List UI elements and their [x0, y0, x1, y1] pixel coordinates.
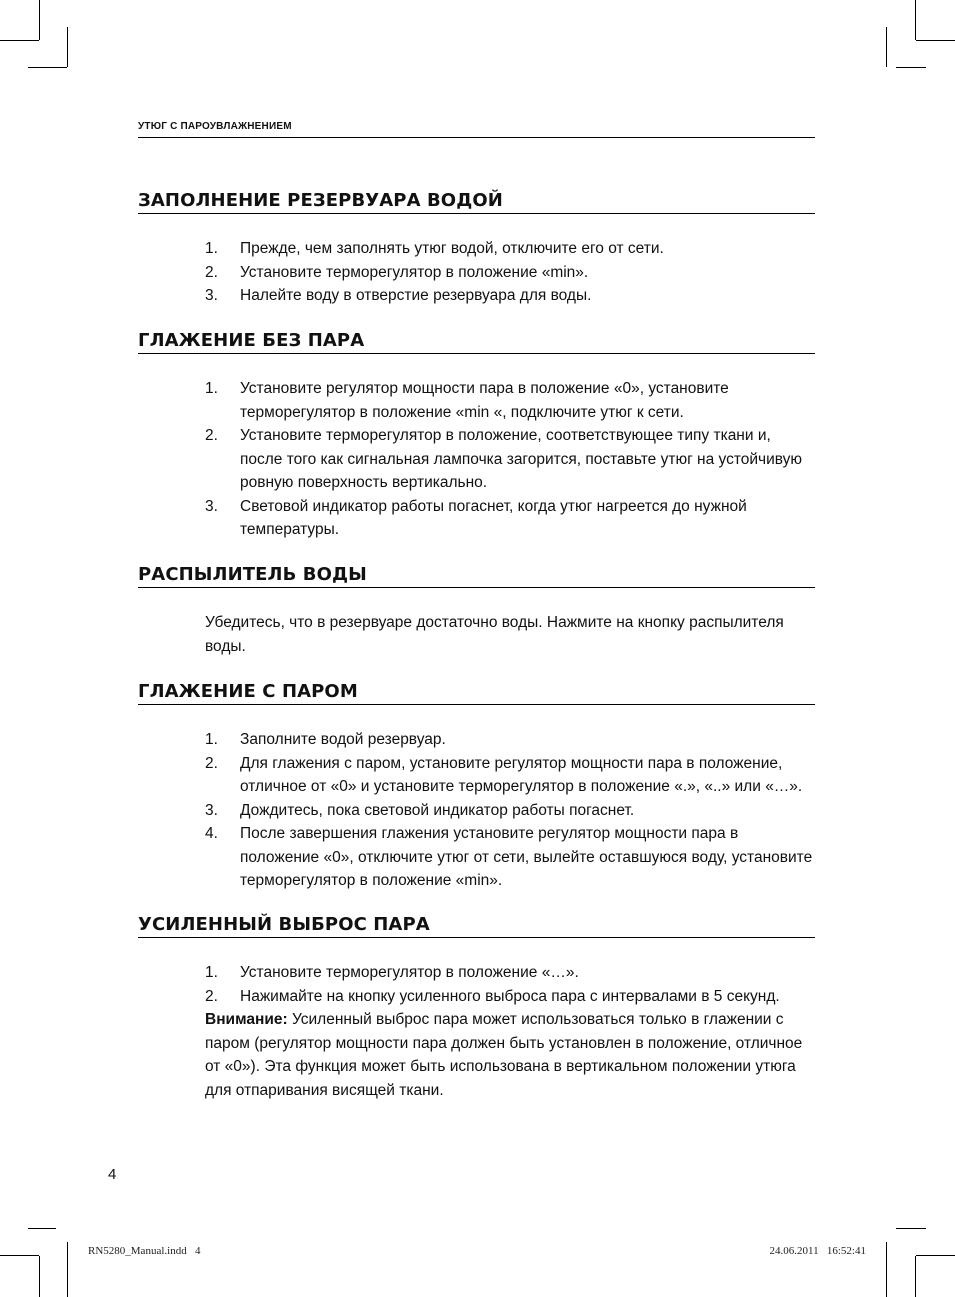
item-number: 1. — [205, 731, 218, 748]
crop-mark — [28, 1228, 56, 1229]
section-steam-ironing — [138, 681, 815, 893]
slug-timestamp: 24.06.2011 16:52:41 — [769, 1245, 866, 1257]
instruction-list — [138, 377, 815, 542]
item-number: 2. — [205, 754, 218, 772]
section-title: УСИЛЕННЫЙ ВЫБРОС ПАРА — [138, 914, 815, 938]
item-text: Световой индикатор работы погаснет, когда утюг нагреется до нужной температуры. — [240, 497, 747, 538]
header-rule — [138, 137, 815, 138]
item-text: Установите терморегулятор в положение, соответствующее типу ткани и, после того как сигнальная лампочка загорится, поставьте утюг на устойчивую ровную поверхность вертикально. — [240, 427, 803, 491]
list-item — [138, 799, 815, 823]
crop-mark — [916, 1255, 955, 1256]
crop-mark — [67, 1242, 68, 1297]
section-title: РАСПЫЛИТЕЛЬ ВОДЫ — [138, 564, 815, 588]
crop-mark — [28, 67, 67, 68]
list-item — [138, 822, 815, 893]
crop-mark — [915, 0, 916, 40]
crop-mark — [39, 0, 40, 40]
section-title: ГЛАЖЕНИЕ БЕЗ ПАРА — [138, 330, 815, 354]
item-text: Заполните водой резервуар. — [240, 731, 446, 748]
section-water-sprayer — [138, 564, 815, 658]
section-title: ГЛАЖЕНИЕ С ПАРОМ — [138, 681, 815, 705]
crop-mark — [886, 27, 887, 67]
list-item — [138, 728, 815, 752]
list-item — [138, 424, 815, 495]
section-filling-reservoir — [138, 190, 815, 308]
item-text: Прежде, чем заполнять утюг водой, отключите его от сети. — [240, 240, 664, 257]
crop-mark — [915, 1256, 916, 1297]
instruction-list — [138, 237, 815, 308]
section-steam-burst — [138, 914, 815, 1102]
item-text: Налейте воду в отверстие резервуара для воды. — [240, 287, 592, 304]
item-number: 1. — [205, 240, 218, 257]
crop-mark — [67, 27, 68, 67]
crop-mark — [0, 1255, 39, 1256]
crop-mark — [916, 40, 955, 41]
section-paragraph: Убедитесь, что в резервуаре достаточно воды. Нажмите на кнопку распылителя воды. — [205, 614, 784, 655]
crop-mark — [896, 67, 926, 68]
page-number: 4 — [108, 1166, 117, 1183]
item-number: 2. — [205, 427, 218, 444]
item-number: 2. — [205, 263, 218, 281]
instruction-list — [138, 961, 815, 1008]
slug-file-name: RN5280_Manual.indd 4 — [88, 1245, 201, 1257]
item-number: 1. — [205, 964, 218, 981]
crop-mark — [886, 1242, 887, 1297]
list-item — [138, 985, 815, 1009]
list-item — [138, 377, 815, 424]
item-text: Установите терморегулятор в положение «min». — [240, 263, 589, 281]
item-number: 4. — [205, 825, 218, 842]
list-item — [138, 284, 815, 308]
item-text: Нажимайте на кнопку усиленного выброса пара с интервалами в 5 секунд. — [240, 987, 780, 1005]
list-item — [138, 495, 815, 542]
crop-mark — [896, 1228, 926, 1229]
item-text: Установите терморегулятор в положение «…». — [240, 964, 579, 981]
section-title: ЗАПОЛНЕНИЕ РЕЗЕРВУАРА ВОДОЙ — [138, 190, 815, 214]
warning-text: Усиленный выброс пара может использоваться только в глажении с паром (регулятор мощности пара должен быть установлен в положение, отличное от «0»). Эта функция может быть использована в вертикальном положении утюга для отпаривания висящей ткани. — [205, 1011, 803, 1099]
item-text: Дождитесь, пока световой индикатор работы погаснет. — [240, 801, 635, 819]
item-text: После завершения глажения установите регулятор мощности пара в положение «0», отключите утюг от сети, вылейте оставшуюся воду, установите терморегулятор в положение «min». — [240, 825, 813, 889]
warning-label: Внимание: — [205, 1011, 288, 1028]
running-header: УТЮГ С ПАРОУВЛАЖНЕНИЕМ — [138, 121, 292, 132]
warning-note — [138, 1008, 805, 1102]
instruction-list — [138, 728, 815, 893]
list-item — [138, 237, 815, 261]
item-number: 3. — [205, 801, 218, 819]
item-text: Установите регулятор мощности пара в положение «0», установите терморегулятор в положение «min «, подключите утюг к сети. — [240, 380, 729, 421]
item-number: 2. — [205, 987, 218, 1005]
list-item — [138, 752, 815, 799]
item-number: 1. — [205, 380, 218, 397]
list-item — [138, 261, 815, 285]
list-item — [138, 961, 815, 985]
crop-mark — [0, 40, 39, 41]
crop-mark — [39, 1256, 40, 1297]
item-number: 3. — [205, 497, 218, 515]
section-ironing-without-steam — [138, 330, 815, 542]
item-text: Для глажения с паром, установите регулятор мощности пара в положение, отличное от «0» и установите терморегулятор в положение «.», «..» или «…». — [240, 754, 803, 795]
item-number: 3. — [205, 287, 218, 304]
